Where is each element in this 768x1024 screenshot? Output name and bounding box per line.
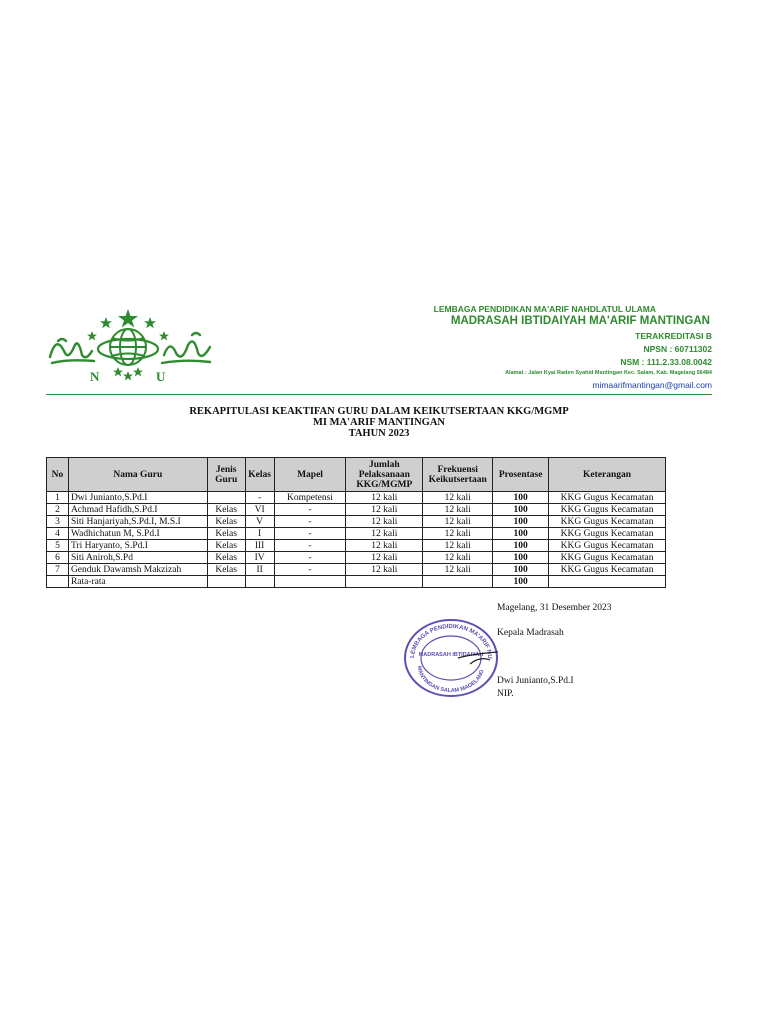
title-line-1: REKAPITULASI KEAKTIFAN GURU DALAM KEIKUTSERTAAN KKG/MGMP: [189, 406, 569, 417]
cell-keterangan: KKG Gugus Kecamatan: [549, 528, 666, 540]
logo-letter-u: U: [156, 369, 166, 384]
letterhead-text: [412, 304, 712, 390]
table-row: [47, 516, 666, 528]
signature-place-date: Magelang, 31 Desember 2023: [497, 603, 612, 613]
cell-keterangan: KKG Gugus Kecamatan: [549, 552, 666, 564]
logo-rope: [98, 339, 158, 359]
header-jumlah: Jumlah Pelaksanaan KKG/MGMP: [346, 458, 423, 492]
cell-kelas: VI: [245, 504, 274, 516]
cell-prosentase: 100: [493, 564, 549, 576]
cell-kelas: V: [245, 516, 274, 528]
svg-text:LEMBAGA PENDIDIKAN MA'ARIF NU: LEMBAGA PENDIDIKAN MA'ARIF NU: [409, 623, 493, 659]
cell-nama: Genduk Dawamsh Makzizah: [68, 564, 207, 576]
cell-keterangan: KKG Gugus Kecamatan: [549, 564, 666, 576]
cell-frekuensi: 12 kali: [423, 492, 493, 504]
cell-kelas: III: [245, 540, 274, 552]
signature-nip: NIP.: [497, 689, 514, 699]
header-jenis: Jenis Guru: [207, 458, 245, 492]
cell-prosentase: 100: [493, 516, 549, 528]
header-mapel: Mapel: [274, 458, 346, 492]
letterhead-address: Alamat : Jalan Kyai Raden Syahid Mantingan Kec. Salam, Kab. Magelang 56484: [505, 370, 712, 376]
cell-nama: Wadhichatun M, S.Pd.I: [68, 528, 207, 540]
cell-jenis: Kelas: [207, 564, 245, 576]
svg-text:MADRASAH IBTIDAIYAH: MADRASAH IBTIDAIYAH: [418, 652, 484, 658]
cell-keterangan: KKG Gugus Kecamatan: [549, 504, 666, 516]
header-keterangan: Keterangan: [549, 458, 666, 492]
footer-prosentase: 100: [493, 576, 549, 588]
cell-nama: Dwi Junianto,S.Pd.I: [68, 492, 207, 504]
cell-frekuensi: 12 kali: [423, 504, 493, 516]
cell-prosentase: 100: [493, 492, 549, 504]
letterhead-divider: [46, 394, 712, 395]
table-footer-row: [47, 576, 666, 588]
cell-no: 7: [47, 564, 69, 576]
document-title: [46, 406, 712, 439]
cell-jumlah: 12 kali: [346, 540, 423, 552]
cell-frekuensi: 12 kali: [423, 552, 493, 564]
cell-frekuensi: 12 kali: [423, 516, 493, 528]
cell-keterangan: KKG Gugus Kecamatan: [549, 516, 666, 528]
nu-logo: [46, 305, 214, 395]
cell-jumlah: 12 kali: [346, 492, 423, 504]
table-row: [47, 528, 666, 540]
table-row: [47, 492, 666, 504]
cell-prosentase: 100: [493, 552, 549, 564]
cell-mapel: -: [274, 540, 346, 552]
header-prosentase: Prosentase: [493, 458, 549, 492]
table-row: [47, 540, 666, 552]
cell-no: 4: [47, 528, 69, 540]
cell-nama: Tri Haryanto, S.Pd.I: [68, 540, 207, 552]
cell-jenis: Kelas: [207, 540, 245, 552]
footer-label: Rata-rata: [68, 576, 207, 588]
cell-frekuensi: 12 kali: [423, 528, 493, 540]
letterhead-accreditation: TERAKREDITASI B: [635, 331, 712, 341]
cell-prosentase: 100: [493, 540, 549, 552]
cell-no: 3: [47, 516, 69, 528]
table-body: [47, 492, 666, 576]
cell-mapel: -: [274, 564, 346, 576]
table-header-row: [47, 458, 666, 492]
cell-prosentase: 100: [493, 528, 549, 540]
header-nama: Nama Guru: [68, 458, 207, 492]
title-line-3: TAHUN 2023: [348, 428, 410, 439]
cell-kelas: -: [245, 492, 274, 504]
cell-mapel: -: [274, 504, 346, 516]
logo-letter-n: N: [90, 369, 100, 384]
title-line-2: MI MA'ARIF MANTINGAN: [312, 417, 445, 428]
cell-mapel: -: [274, 528, 346, 540]
header-frekuensi: Frekuensi Keikutsertaan: [423, 458, 493, 492]
cell-nama: Siti Hanjariyah,S.Pd.I, M.S.I: [68, 516, 207, 528]
cell-frekuensi: 12 kali: [423, 564, 493, 576]
cell-kelas: I: [245, 528, 274, 540]
cell-jumlah: 12 kali: [346, 552, 423, 564]
cell-jenis: Kelas: [207, 552, 245, 564]
cell-no: 5: [47, 540, 69, 552]
svg-text:MANTINGAN SALAM MAGELANG: MANTINGAN SALAM MAGELANG: [415, 665, 486, 695]
cell-mapel: Kompetensi: [274, 492, 346, 504]
school-stamp: [400, 616, 502, 700]
cell-frekuensi: 12 kali: [423, 540, 493, 552]
cell-jumlah: 12 kali: [346, 528, 423, 540]
cell-jenis: Kelas: [207, 504, 245, 516]
cell-keterangan: KKG Gugus Kecamatan: [549, 492, 666, 504]
cell-keterangan: KKG Gugus Kecamatan: [549, 540, 666, 552]
cell-prosentase: 100: [493, 504, 549, 516]
header-kelas: Kelas: [245, 458, 274, 492]
cell-jumlah: 12 kali: [346, 516, 423, 528]
rekap-table: [46, 457, 666, 588]
letterhead-npsn: NPSN : 60711302: [643, 344, 712, 354]
cell-no: 1: [47, 492, 69, 504]
signature-role: Kepala Madrasah: [497, 628, 564, 638]
cell-jenis: Kelas: [207, 516, 245, 528]
cell-jenis: [207, 492, 245, 504]
cell-jumlah: 12 kali: [346, 564, 423, 576]
letterhead-org: LEMBAGA PENDIDIKAN MA'ARIF NAHDLATUL ULAMA: [433, 304, 656, 314]
table-row: [47, 504, 666, 516]
cell-mapel: -: [274, 552, 346, 564]
table-row: [47, 552, 666, 564]
table-row: [47, 564, 666, 576]
cell-no: 6: [47, 552, 69, 564]
cell-jenis: Kelas: [207, 528, 245, 540]
signature-name: Dwi Junianto,S.Pd.I: [497, 676, 574, 686]
cell-no: 2: [47, 504, 69, 516]
letterhead-school: MADRASAH IBTIDAIYAH MA'ARIF MANTINGAN: [450, 315, 710, 327]
letterhead-email[interactable]: mimaarifmantingan@gmail.com: [592, 380, 712, 390]
letterhead-nsm: NSM : 111.2.33.08.0042: [620, 357, 712, 367]
cell-nama: Siti Aniroh,S.Pd: [68, 552, 207, 564]
cell-kelas: II: [245, 564, 274, 576]
cell-mapel: -: [274, 516, 346, 528]
cell-kelas: IV: [245, 552, 274, 564]
cell-nama: Achmad Hafidh,S.Pd.I: [68, 504, 207, 516]
cell-jumlah: 12 kali: [346, 504, 423, 516]
header-no: No: [47, 458, 69, 492]
